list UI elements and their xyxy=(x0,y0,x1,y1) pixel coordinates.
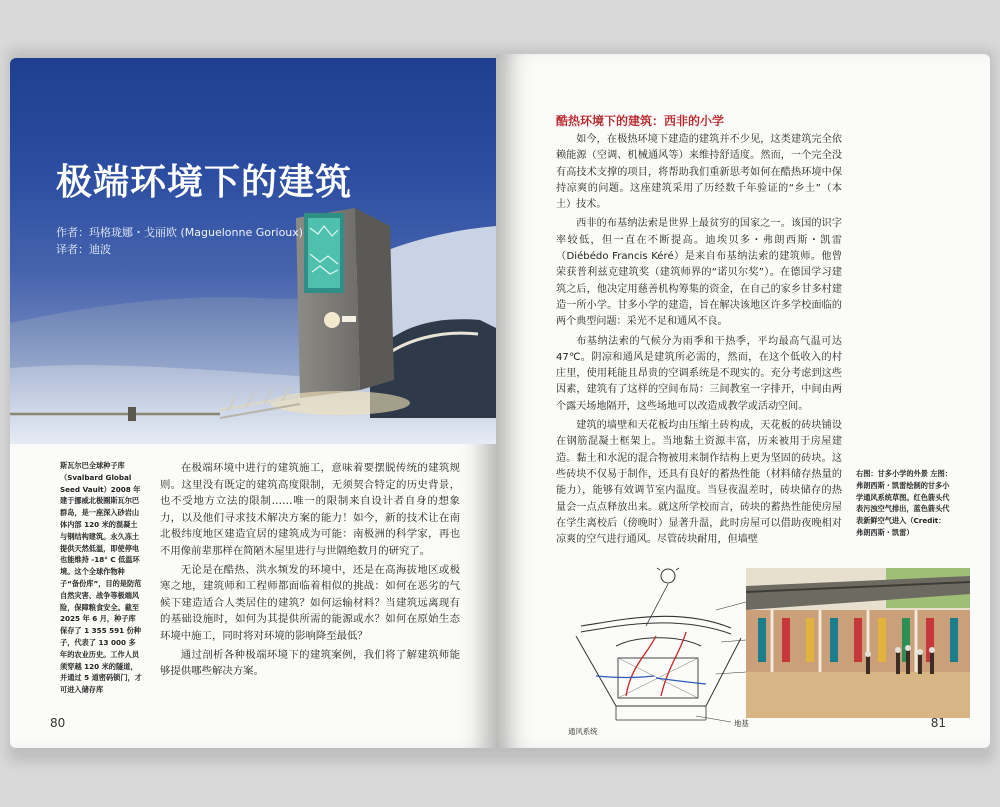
section-paragraph-4: 建筑的墙壁和天花板均由压缩土砖构成，天花板的砖块铺设在钢筋混凝土框架上。当地黏土资源丰富，历来被用于房屋建造。黏土和水泥的混合物被用来制作结构上更为坚固的砖块。这些砖块不仅易于制作，还具有良好的蓄热性能（材料储存热量的能力），能够有效调节室内温度。当昼夜温差时，砖块储存的热量会一点点释放出来。就这所学校而言，砖块的蓄热性能使房屋在学生离校后（傍晚时）显著升温，此时房屋可以借助夜晚相对凉爽的空气进行通风。尽管砖块耐用，但墙壁 xyxy=(556,420,842,546)
translator-credit: 译者：迪波 xyxy=(56,243,111,256)
page-number-left: 80 xyxy=(50,716,66,730)
author-credit: 作者：玛格珑娜・戈丽欧 (Maguelonne Gorioux) xyxy=(56,226,304,239)
school-exterior-photo xyxy=(746,568,970,718)
intro-paragraph-1: 在极端环境中进行的建筑施工，意味着要摆脱传统的建筑规则。这里没有既定的建筑高度限制，无须契合特定的历史背景，也不受地方立法的限制……唯一的限制来自设计者自身的想象力，以及他们寻求技术解决方案的能力！如今，新的技术让在南北极纬度地区建造宜居的建筑成为可能：南极洲的科学家，再也不用像前辈那样在简陋木屋里进行与世隔绝数月的研究了。 xyxy=(160,462,460,557)
section-paragraph-3: 布基纳法索的气候分为雨季和干热季，平均最高气温可达 47℃。阴凉和通风是建筑所必需的，然而，在这个低收入的村庄里，使用耗能且昂贵的空调系统是不现实的。充分考虑到这些因素，建筑有了这样的空间布局：三间教室一字排开，中间由两个露天场地隔开，这些场地可以改造成教学或活动空间。 xyxy=(556,335,842,412)
intro-body xyxy=(160,460,460,682)
left-page xyxy=(10,58,496,748)
school-illustration xyxy=(746,568,970,718)
colored-shutters xyxy=(758,618,958,662)
intro-paragraph-3: 通过剖析各种极端环境下的建筑案例，我们将了解建筑师能够提供哪些解决方案。 xyxy=(160,648,460,678)
section-title: 酷热环境下的建筑：西非的小学 xyxy=(556,114,725,128)
hero-photo-seed-vault xyxy=(10,58,496,444)
photo-caption: 斯瓦尔巴全球种子库（Svalbard Global Seed Vault）2008 年建于挪威北极圈斯瓦尔巴群岛，是一座深入砂岩山体内部 120 米的混凝土与钢结构建筑。永久冻土提供天然低温，即使停电也能维持 -18° C 低温环境。这个全球作物种子“备份库”，目的是防范自然灾害、战争等极端风险，保障粮食安全。截至 2025 年 6 月，种子库保存了 1 355 591 份种子，代表了 13 000 多年的农业历史。工作人员须穿越 120 米的隧道，并通过 5 道密码锁门，才可进入储存库 xyxy=(60,461,142,695)
article-title: 极端环境下的建筑 xyxy=(56,162,353,203)
figure-caption: 右图：甘多小学的外景 左图：弗朗西斯・凯雷绘制的甘多小学通风系统草图。红色箭头代表污浊空气排出，蓝色箭头代表新鲜空气进入（Credit：弗朗西斯・凯雷） xyxy=(856,469,952,537)
intro-paragraph-2: 无论是在酷热、洪水频发的环境中，还是在高海拔地区或极寒之地，建筑师和工程师都面临着相似的挑战：如何在恶劣的气候下建造适合人类居住的建筑？如何运输材料？当建筑远离现有的基础设施时，如何为其提供所需的能源或水？如何在原始生态环境中施工，同时将对环境的影响降至最低？ xyxy=(160,563,460,642)
section-paragraph-1: 如今，在极热环境下建造的建筑并不少见，这类建筑完全依赖能源（空调、机械通风等）来维持舒适度。然而，一个完全没有高技术支撑的项目，将帮助我们重新思考如何在酷热环境中保持凉爽的问题。这座建筑采用了历经数千年验证的“乡土”（本土）技术。 xyxy=(556,134,842,211)
label-ventilation: 通风系统 xyxy=(568,727,598,736)
right-page xyxy=(496,54,990,748)
section-body xyxy=(556,132,842,551)
section-paragraph-2: 西非的布基纳法索是世界上最贫穷的国家之一。该国的识字率较低，但一直在不断提高。迪埃贝多・弗朗西斯・凯雷（Diébédo Francis Kéré）是来自布基纳法索的建筑师。他曾荣获普利兹克建筑奖（建筑师界的“诺贝尔奖”）。在德国学习建筑之后，他决定用慈善机构筹集的资金，在自己的家乡甘多村建造一所小学。甘多小学的建造，旨在解决该地区许多学校面临的两个典型问题：采光不足和通风不良。 xyxy=(556,218,842,328)
page-number-right: 81 xyxy=(930,716,946,730)
label-foundation: 地基 xyxy=(734,719,749,728)
